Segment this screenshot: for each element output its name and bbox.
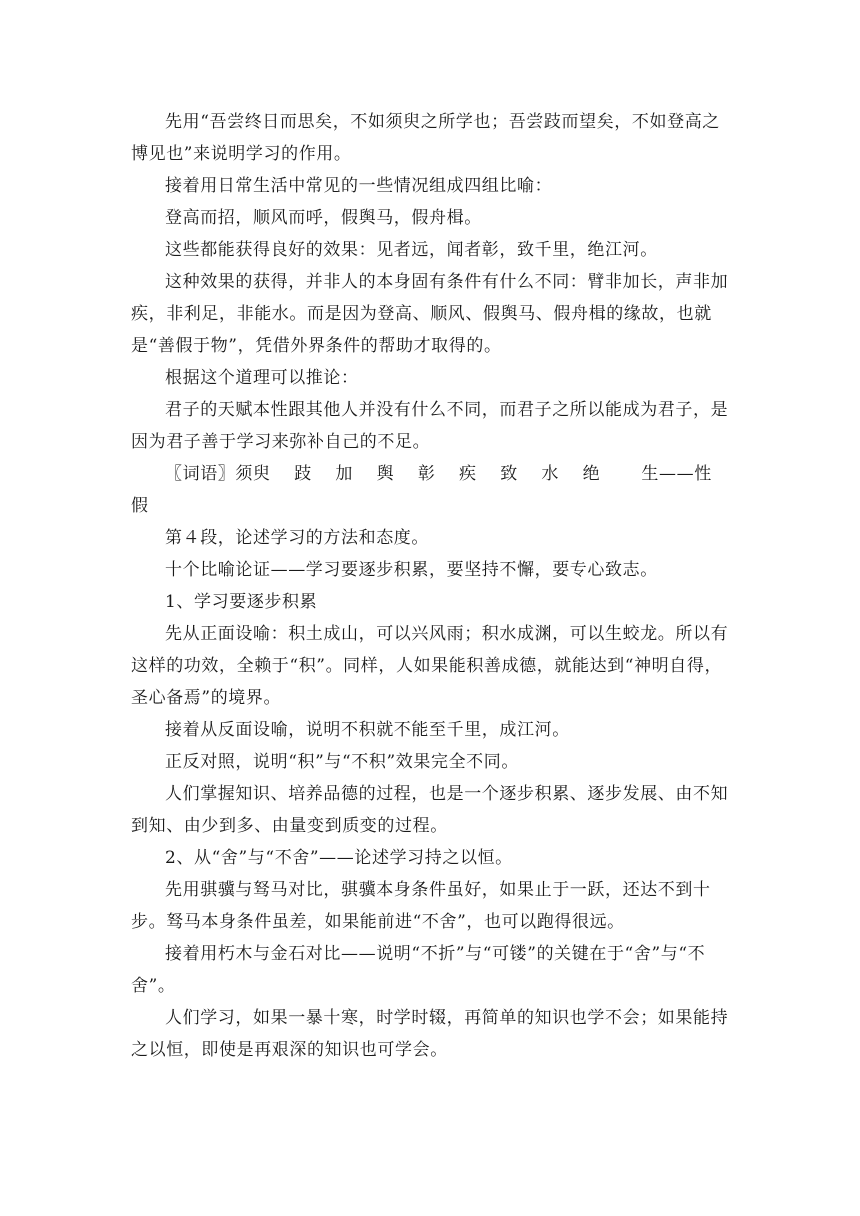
paragraph: 接着从反面设喻，说明不积就不能至千里，成江河。 [165, 720, 570, 740]
vocabulary-line: 〖词语〗须臾 跂 加 舆 彰 疾 致 水 绝 生——性 假 [131, 464, 748, 516]
paragraph: 登高而招，顺风而呼，假舆马，假舟楫。 [165, 208, 482, 228]
paragraph: 十个比喻论证——学习要逐步积累，要坚持不懈，要专心致志。 [165, 560, 658, 580]
paragraph: 人们掌握知识、培养品德的过程，也是一个逐步积累、逐步发展、由不知到知、由少到多、由量变到质变的过程。 [131, 784, 729, 836]
paragraph: 正反对照，说明“积”与“不积”效果完全不同。 [165, 752, 519, 772]
section-heading: 第４段，论述学习的方法和态度。 [165, 528, 429, 548]
paragraph: 先用骐骥与驽马对比，骐骥本身条件虽好，如果止于一跃，还达不到十步。驽马本身条件虽差，如果能前进“不舍”，也可以跑得很远。 [131, 880, 711, 932]
paragraph: 先用“吾尝终日而思矣，不如须臾之所学也；吾尝跂而望矣，不如登高之博见也”来说明学习的作用。 [131, 112, 720, 164]
paragraph: 先从正面设喻：积土成山，可以兴风雨；积水成渊，可以生蛟龙。所以有这样的功效，全赖于“积”。同样，人如果能积善成德，就能达到“神明自得，圣心备焉”的境界。 [131, 624, 729, 708]
paragraph: 这些都能获得良好的效果：见者远，闻者彰，致千里，绝江河。 [165, 240, 658, 260]
paragraph: 根据这个道理可以推论： [165, 368, 359, 388]
paragraph: 接着用朽木与金石对比——说明“不折”与“可镂”的关键在于“舍”与“不舍”。 [131, 944, 706, 996]
paragraph: 君子的天赋本性跟其他人并没有什么不同，而君子之所以能成为君子，是因为君子善于学习来弥补自己的不足。 [131, 400, 729, 452]
paragraph: 这种效果的获得，并非人的本身固有条件有什么不同：臂非加长，声非加疾，非利足，非能水。而是因为登高、顺风、假舆马、假舟楫的缘故，也就是“善假于物”，凭借外界条件的帮助才取得的。 [131, 272, 729, 356]
paragraph: 人们学习，如果一暴十寒，时学时辍，再简单的知识也学不会；如果能持之以恒，即使是再艰深的知识也可学会。 [131, 1008, 729, 1060]
paragraph: 接着用日常生活中常见的一些情况组成四组比喻： [165, 176, 553, 196]
document-body [131, 106, 748, 1066]
subheading: 1、学习要逐步积累 [165, 592, 318, 612]
subheading: 2、从“舍”与“不舍”——论述学习持之以恒。 [165, 848, 513, 868]
